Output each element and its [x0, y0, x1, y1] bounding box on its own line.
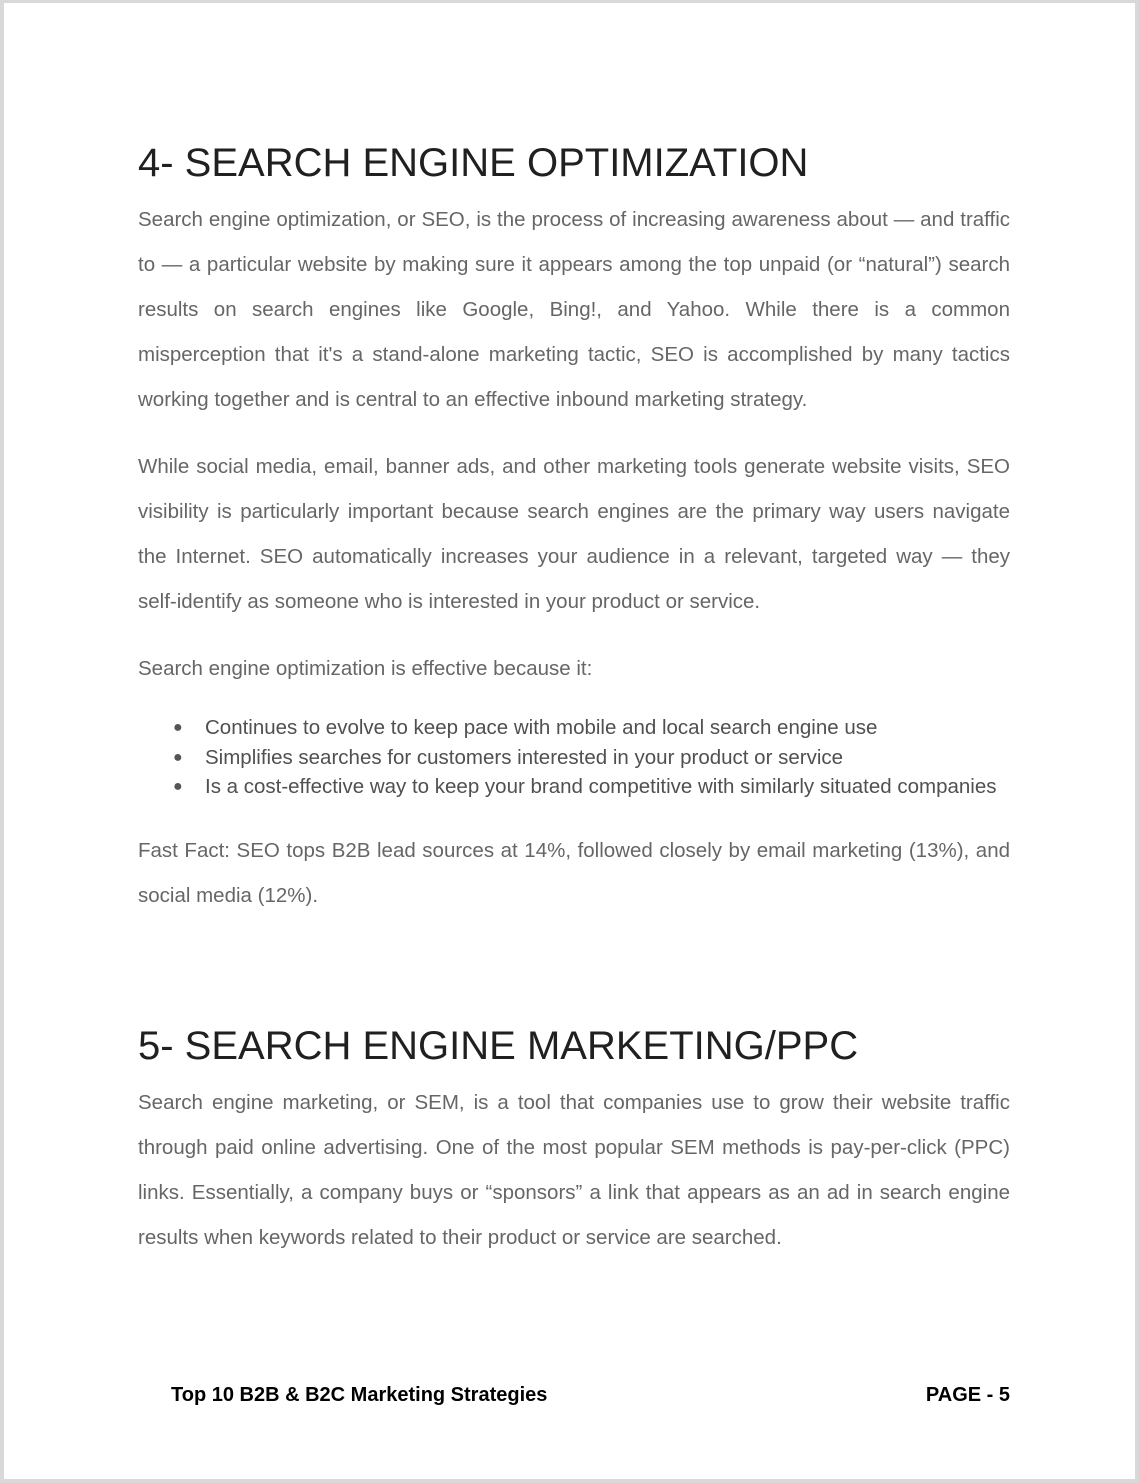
bullet-icon: ●	[173, 719, 183, 736]
seo-paragraph-1: Search engine optimization, or SEO, is the process of increasing awareness about — and traffic to — a particular website by making sure it appears among the top unpaid (or “natural”) search results on search engines like Google, Bing!, and Yahoo. While there is a common misperception that it's a stand-alone marketing tactic, SEO is accomplished by many tactics working together and is central to an effective inbound marketing strategy.	[138, 208, 1010, 411]
bullet-icon: ●	[173, 748, 183, 766]
list-item-text: Simplifies searches for customers interested in your product or service	[205, 745, 844, 769]
footer-document-title: Top 10 B2B & B2C Marketing Strategies	[171, 1384, 548, 1406]
footer-page-number: PAGE - 5	[925, 1384, 1010, 1406]
section-heading-sem: 5- SEARCH ENGINE MARKETING/PPC	[138, 1023, 859, 1068]
fast-fact: Fast Fact: SEO tops B2B lead sources at 14%, followed closely by email marketing (13%), and social media (12%).	[138, 838, 1010, 907]
document-page	[4, 3, 1135, 1479]
bullet-icon: ●	[173, 778, 183, 795]
seo-paragraph-3: Search engine optimization is effective because it:	[138, 657, 593, 680]
list-item	[173, 743, 1010, 773]
list-item	[173, 772, 1010, 802]
list-item	[173, 713, 1010, 743]
page-content	[138, 137, 1010, 1260]
sem-paragraph-1: Search engine marketing, or SEM, is a tool that companies use to grow their website traffic through paid online advertising. One of the most popular SEM methods is pay-per-click (PPC) links. Essentially, a company buys or “sponsors” a link that appears as an ad in search engine results when keywords related to their product or service are searched.	[138, 1090, 1010, 1249]
list-item-text: Is a cost-effective way to keep your brand competitive with similarly situated companies	[205, 775, 997, 798]
section-sem-ppc	[138, 1020, 1010, 1260]
seo-paragraph-2: While social media, email, banner ads, and other marketing tools generate website visits, SEO visibility is particularly important because search engines are the primary way users navigate the Internet. SEO automatically increases your audience in a relevant, targeted way — they self-identify as someone who is interested in your product or service.	[138, 455, 1010, 613]
list-item-text: Continues to evolve to keep pace with mobile and local search engine use	[205, 716, 878, 739]
seo-benefits-list	[138, 713, 1010, 802]
section-seo	[138, 137, 1010, 918]
section-heading-seo: 4- SEARCH ENGINE OPTIMIZATION	[138, 141, 809, 185]
